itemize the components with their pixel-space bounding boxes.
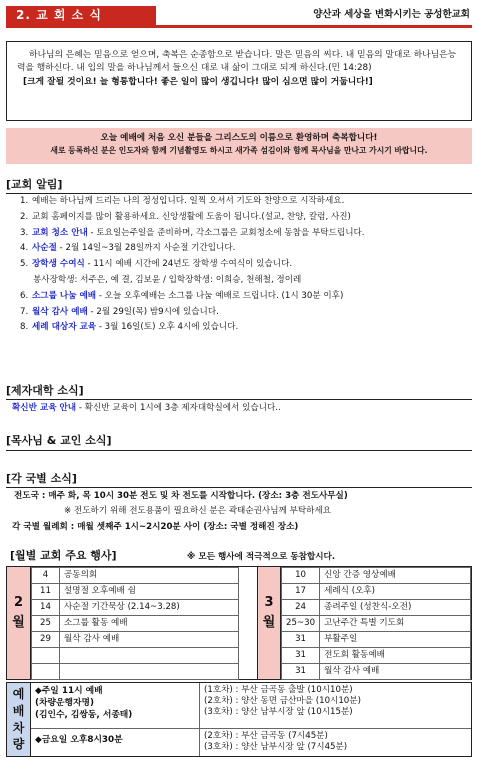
notice-text: 봉사장학생: 서주은, 예 결, 김보윤 / 입학장학생: 이희승, 천해철, 정이레 (33, 274, 302, 285)
bus-sunday-title: ◆주일 11시 예배 (35, 686, 103, 696)
divider (6, 399, 472, 400)
bus-sunday-info (31, 683, 199, 725)
feb-schedule-table (31, 567, 239, 680)
notice-item (20, 291, 470, 307)
schedule-date: 17 (282, 584, 320, 600)
schedule-date: 25~30 (282, 616, 320, 632)
monthly-schedule (6, 566, 472, 680)
divider (6, 193, 472, 194)
schedule-event: 종려주일 (성찬식-오전) (320, 600, 471, 616)
mission-news-title: [각 국별 소식] (6, 472, 77, 485)
schedule-event: 설명절 오후예배 쉼 (60, 584, 239, 600)
bus-weekday-title: ◆금요일 오후8시30분 (35, 735, 123, 745)
bus-run: (2호차) : 양산 동면 금산마을 (10시10분) (204, 696, 361, 707)
seminary-text: - 확신반 교육이 1시에 3층 제자대학실에서 있습니다.. (76, 403, 281, 413)
schedule-date: 31 (282, 648, 320, 664)
schedule-event (60, 648, 239, 664)
schedule-event: 월삭 감사 예배 (60, 632, 239, 648)
bus-weekday-row (31, 729, 471, 756)
bus-weekday-runs (199, 729, 471, 756)
month-number: 3 (264, 595, 274, 610)
schedule-row (32, 664, 239, 680)
bus-run: (3호차) : 양산 남부시장 앞 (10시15분) (204, 707, 353, 718)
notice-text: - 3월 16일(토) 오후 4시에 있습니다. (96, 322, 239, 333)
notice-item (20, 228, 470, 244)
month-unit: 월 (12, 615, 25, 631)
notice-text: - 토요일는주일을 준비하며, 각소그룹은 교회청소에 동참을 부탁드립니다. (87, 227, 365, 238)
notice-highlight: 장학생 수여식 (32, 259, 85, 270)
notice-text: - 오늘 오후예배는 소그룹 나눔 예배로 드립니다. (1시 30분 이후) (96, 290, 344, 301)
church-news-title: [교회 알림] (6, 178, 63, 191)
notice-text: 교회 홈페이지를 많이 활용하세요. 신앙생활에 도움이 됩니다.(설교, 찬양, 칼럼, 사진) (32, 211, 351, 222)
month-label-mar (257, 567, 281, 679)
seminary-highlight: 확신반 교육 안내 (12, 403, 77, 413)
divider (6, 487, 472, 488)
schedule-row (282, 616, 471, 632)
notice-text: 예배는 하나님께 드리는 나의 정성입니다. 일찍 오셔서 기도와 찬양으로 시작하세요. (32, 196, 345, 206)
notice-number: 1. (20, 196, 29, 206)
mar-schedule-table (281, 567, 471, 680)
welcome-banner (6, 128, 472, 164)
month-label-feb (7, 567, 31, 679)
notice-item (20, 259, 470, 275)
pastor-news-title: [목사님 & 교인 소식] (6, 434, 112, 447)
intro-motto: [크게 잘될 것이요! 늘 형통합니다! 좋은 일이 많이 생깁니다! 많이 심으면 많이 거둡니다!] (23, 76, 373, 87)
bus-sunday-drivers: (김인수, 김쌍동, 서종태) (35, 709, 133, 720)
schedule-date: 4 (32, 568, 60, 584)
notice-number: 3. (20, 227, 29, 238)
notice-text: - 2월 29일(목) 밤9시에 있습니다. (87, 306, 219, 317)
notice-text: - 2월 14일~3월 28일까지 사순절 기간입니다. (56, 243, 236, 254)
divider (6, 450, 472, 451)
seminary-notice (12, 403, 281, 414)
schedule-row (282, 648, 471, 664)
schedule-row (32, 632, 239, 648)
bus-run: (1호차) : 부산 금곡동 출발 (10시10분) (204, 685, 353, 695)
schedule-row (282, 600, 471, 616)
schedule-row (32, 568, 239, 584)
schedule-row (32, 584, 239, 600)
section-title: 2. 교 회 소 식 (6, 6, 156, 25)
schedule-event: 신앙 간증 영상예배 (320, 568, 471, 584)
schedule-date: 24 (282, 600, 320, 616)
notice-list (20, 196, 470, 338)
mission-line-3: 각 국별 월례회 : 매월 셋째주 1시~2시20분 사이 (장소: 국별 정해진 장소) (12, 522, 299, 532)
schedule-event: 사순절 기간묵상 (2.14~3.28) (60, 600, 239, 616)
intro-box (6, 41, 472, 121)
notice-number: 5. (20, 259, 29, 270)
schedule-date: 10 (282, 568, 320, 584)
notice-number: 4. (20, 243, 29, 254)
month-number: 2 (13, 595, 24, 610)
bus-run: (2호차) : 부산 금곡동 (7시45분) (204, 731, 328, 741)
schedule-event: 소그룹 활동 예배 (60, 616, 239, 632)
schedule-event: 부활주일 (320, 632, 471, 648)
notice-number: 6. (20, 290, 29, 301)
schedule-note: ※ 모든 행사에 적극적으로 동참합시다. (187, 552, 336, 562)
notice-number: 8. (20, 322, 29, 333)
mission-line-2: ※ 전도하기 위해 전도용품이 필요하신 분은 곽태순권사님께 부탁하세요 (64, 506, 332, 516)
schedule-row (32, 648, 239, 664)
notice-highlight: 세례 대상자 교육 (32, 322, 97, 333)
schedule-date: 14 (32, 600, 60, 616)
notice-number: 2. (20, 211, 29, 222)
notice-highlight: 소그룹 나눔 예배 (32, 290, 97, 301)
month-unit: 월 (262, 615, 276, 631)
bus-sunday-row (31, 683, 471, 729)
bus-label-char: 예 (12, 687, 25, 701)
schedule-date: 31 (282, 632, 320, 648)
schedule-event: 월삭 감사 예배 (320, 664, 471, 680)
mission-line-1: 전도국 : 매주 화, 목 10시 30분 전도 및 차 전도를 시작합니다. (장소: 3층 전도사무실) (14, 491, 348, 501)
schedule-event: 고난주간 특별 기도회 (320, 616, 471, 632)
notice-text: - 11시 예배 시간에 24년도 장학생 수여식이 있습니다. (84, 259, 293, 270)
welcome-line-2: 새로 등록하신 분은 인도자와 함께 기념촬영도 하시고 새가족 섬김이와 함께 목사님을 만나고 가시기 바랍니다. (50, 146, 428, 156)
schedule-row (32, 600, 239, 616)
schedule-row (282, 568, 471, 584)
notice-number: 7. (20, 306, 29, 317)
bus-sunday-runs (199, 683, 471, 728)
schedule-date: 25 (32, 616, 60, 632)
intro-verse: 하나님의 은혜는 믿음으로 얻으며, 축복은 순종함으로 받습니다. 말은 믿음의 씨다. 내 믿음의 말대로 하나님은능력을 행하신다. 내 입의 말을 하나님께서 들으신 대로 내 삶이 그대로 되게 하신다.(민 14:28) (17, 50, 457, 73)
bus-label (7, 683, 31, 756)
section-header (6, 6, 472, 28)
bus-schedule (6, 682, 472, 757)
bus-sunday-drivers-label: (차량운행자명) (35, 697, 95, 708)
schedule-row (32, 616, 239, 632)
notice-item (20, 275, 470, 291)
notice-highlight: 사순절 (32, 243, 57, 254)
notice-item (20, 196, 470, 212)
bus-run: (3호차) : 양산 남부시장 앞 (7시45분) (204, 742, 348, 753)
schedule-row (282, 584, 471, 600)
notice-highlight: 교회 청소 안내 (32, 227, 88, 238)
schedule-row (282, 632, 471, 648)
notice-item (20, 322, 470, 338)
schedule-event: 공동의회 (60, 568, 239, 584)
schedule-date: 11 (32, 584, 60, 600)
schedule-date: 31 (282, 664, 320, 680)
schedule-date (32, 648, 60, 664)
schedule-date (32, 664, 60, 680)
welcome-line-1: 오늘 예배에 처음 오신 분들을 그리스도의 이름으로 환영하며 축복합니다! (100, 133, 378, 143)
notice-item (20, 212, 470, 228)
notice-item (20, 307, 470, 323)
schedule-date: 29 (32, 632, 60, 648)
schedule-title: [월별 교회 주요 행사] (10, 549, 117, 562)
schedule-row (282, 664, 471, 680)
notice-item (20, 243, 470, 259)
seminary-title: [제자대학 소식] (6, 384, 84, 397)
bus-label-char: 량 (12, 737, 25, 752)
church-slogan: 양산과 세상을 변화시키는 공성한교회 (313, 9, 470, 20)
notice-highlight: 월삭 감사 예배 (32, 306, 88, 317)
schedule-event: 전도회 활동예배 (320, 648, 471, 664)
bus-label-char: 배 (12, 703, 25, 718)
schedule-event (60, 664, 239, 680)
bus-label-char: 차 (12, 720, 25, 735)
schedule-event: 세례식 (오후) (320, 584, 471, 600)
